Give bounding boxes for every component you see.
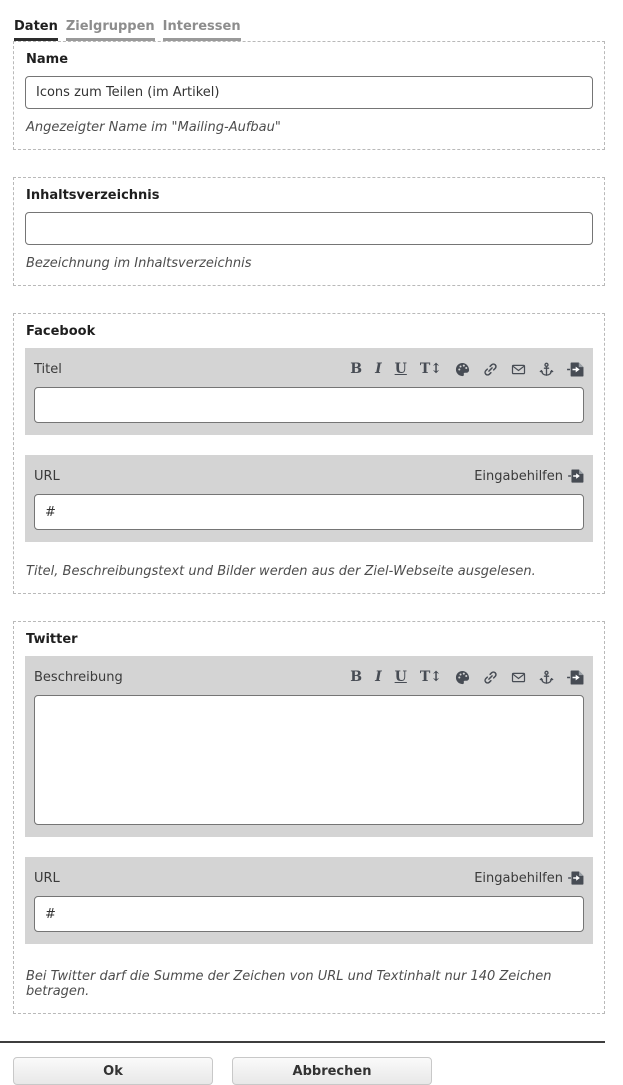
facebook-url-input[interactable] bbox=[34, 494, 584, 530]
toc-section bbox=[13, 177, 605, 286]
link-icon[interactable] bbox=[483, 362, 498, 377]
facebook-title-input[interactable] bbox=[34, 387, 584, 423]
twitter-url-label: URL bbox=[34, 870, 60, 886]
name-help-text: Angezeigter Name im "Mailing-Aufbau" bbox=[26, 120, 281, 135]
font-size-icon[interactable]: T↕ bbox=[419, 669, 442, 685]
input-helpers-button[interactable] bbox=[474, 871, 584, 886]
twitter-description-label: Beschreibung bbox=[34, 669, 123, 685]
twitter-description-panel bbox=[25, 656, 593, 837]
facebook-help-text: Titel, Beschreibungstext und Bilder werden aus der Ziel-Webseite ausgelesen. bbox=[26, 564, 536, 579]
ok-button[interactable]: Ok bbox=[13, 1057, 213, 1085]
link-icon[interactable] bbox=[483, 670, 498, 685]
name-input[interactable] bbox=[25, 76, 593, 109]
twitter-description-textarea[interactable] bbox=[34, 695, 584, 825]
bold-icon[interactable]: B bbox=[350, 669, 363, 685]
insert-content-icon bbox=[568, 469, 584, 483]
toc-label: Inhaltsverzeichnis bbox=[26, 188, 160, 203]
name-section bbox=[13, 41, 605, 150]
facebook-section bbox=[13, 313, 605, 594]
name-label: Name bbox=[26, 52, 69, 67]
twitter-url-panel bbox=[25, 857, 593, 944]
insert-content-icon bbox=[568, 871, 584, 885]
underline-icon[interactable]: U bbox=[394, 669, 407, 685]
facebook-title-label: Titel bbox=[34, 361, 62, 377]
italic-icon[interactable]: I bbox=[375, 361, 382, 377]
tab-zielgruppen[interactable]: Zielgruppen bbox=[66, 19, 155, 41]
input-helpers-label: Eingabehilfen bbox=[474, 870, 563, 886]
input-helpers-button[interactable] bbox=[474, 469, 584, 484]
twitter-help-text: Bei Twitter darf die Summe der Zeichen von URL und Textinhalt nur 140 Zeichen betragen. bbox=[26, 969, 552, 999]
input-helpers-label: Eingabehilfen bbox=[474, 468, 563, 484]
email-icon[interactable] bbox=[511, 670, 526, 685]
color-palette-icon[interactable] bbox=[455, 670, 470, 685]
twitter-label: Twitter bbox=[26, 632, 78, 647]
bold-icon[interactable]: B bbox=[350, 361, 363, 377]
cancel-button[interactable]: Abbrechen bbox=[232, 1057, 432, 1085]
editor-toolbar bbox=[350, 362, 584, 377]
anchor-icon[interactable] bbox=[539, 670, 554, 685]
editor-toolbar bbox=[350, 670, 584, 685]
tab-bar bbox=[0, 0, 623, 41]
footer-button-bar bbox=[0, 1043, 623, 1085]
toc-input[interactable] bbox=[25, 212, 593, 245]
underline-icon[interactable]: U bbox=[394, 361, 407, 377]
italic-icon[interactable]: I bbox=[375, 669, 382, 685]
font-size-icon[interactable]: T↕ bbox=[419, 361, 442, 377]
tab-interessen[interactable]: Interessen bbox=[163, 19, 241, 41]
facebook-title-panel bbox=[25, 348, 593, 435]
facebook-url-panel bbox=[25, 455, 593, 542]
tab-daten[interactable]: Daten bbox=[14, 19, 58, 41]
toc-help-text: Bezeichnung im Inhaltsverzeichnis bbox=[26, 256, 252, 271]
twitter-url-input[interactable] bbox=[34, 896, 584, 932]
email-icon[interactable] bbox=[511, 362, 526, 377]
anchor-icon[interactable] bbox=[539, 362, 554, 377]
facebook-url-label: URL bbox=[34, 468, 60, 484]
insert-content-icon[interactable] bbox=[567, 670, 584, 685]
twitter-section bbox=[13, 621, 605, 1014]
insert-content-icon[interactable] bbox=[567, 362, 584, 377]
color-palette-icon[interactable] bbox=[455, 362, 470, 377]
facebook-label: Facebook bbox=[26, 324, 96, 339]
